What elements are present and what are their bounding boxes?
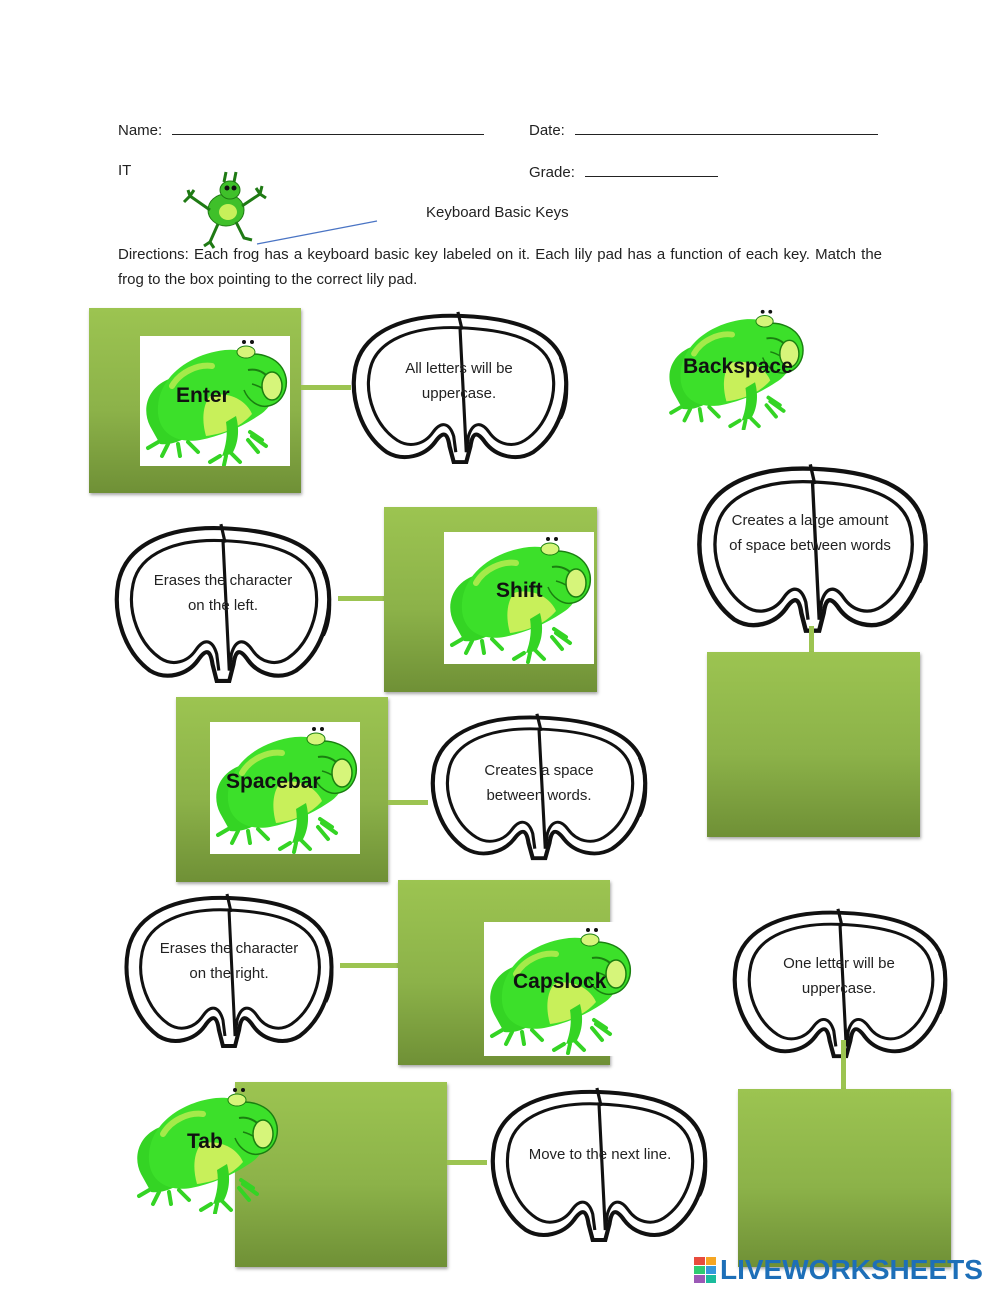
- liveworksheets-logo-icon: [694, 1257, 716, 1283]
- grade-label: Grade:: [529, 164, 575, 181]
- name-label: Name:: [118, 122, 163, 139]
- frog-tile-tab[interactable]: [131, 1082, 281, 1216]
- drop-box-empty-1[interactable]: [707, 652, 920, 837]
- liveworksheets-brand: [694, 1253, 994, 1287]
- connector-line: [338, 596, 384, 601]
- frog-key-label: Shift: [496, 579, 543, 602]
- lily-pad-text: Creates a space between words.: [484, 762, 594, 804]
- name-blank: [172, 120, 484, 135]
- connector-line: [301, 385, 351, 390]
- frog-card-enter[interactable]: [140, 336, 290, 466]
- frog-key-label: Tab: [187, 1130, 223, 1153]
- lily-pad-next-line: [484, 1084, 714, 1244]
- connector-line: [388, 800, 428, 805]
- date-blank: [575, 120, 878, 135]
- connector-line: [809, 626, 814, 654]
- lily-pad-uppercase-all: [345, 308, 575, 466]
- brand-name: LIVEWORKSHEETS: [720, 1254, 983, 1285]
- grade-blank: [585, 162, 718, 177]
- frog-card-shift[interactable]: [444, 532, 594, 664]
- date-label: Date:: [529, 122, 565, 139]
- page-title: Keyboard Basic Keys: [426, 204, 569, 221]
- date-field: [529, 120, 878, 139]
- drop-box-empty-2[interactable]: [738, 1089, 951, 1267]
- grade-field: [529, 162, 718, 181]
- lily-pad-space: [424, 710, 654, 862]
- directions-text: Directions: Each frog has a keyboard basic key labeled on it. Each lily pad has a function of each key. Match the frog to the box pointing to the correct lily pad.: [118, 246, 882, 288]
- lily-pad-text: Move to the next line.: [528, 1146, 672, 1163]
- connector-line: [340, 963, 398, 968]
- lily-pad-text: Erases the character on the right.: [159, 940, 299, 982]
- lily-pad-text: One letter will be uppercase.: [783, 955, 895, 997]
- lily-pad-one-upper: [726, 905, 954, 1060]
- lily-pad-erase-left: [108, 520, 338, 685]
- lily-pad-erase-right: [118, 890, 340, 1050]
- lily-pad-text: All letters will be uppercase.: [405, 360, 513, 402]
- subject-label: IT: [118, 162, 132, 179]
- connector-line: [841, 1040, 846, 1090]
- frog-card-spacebar[interactable]: [210, 722, 360, 854]
- frog-key-label: Capslock: [513, 970, 607, 993]
- frog-key-label: Backspace: [683, 355, 793, 378]
- connector-line: [447, 1160, 487, 1165]
- name-field: [118, 120, 484, 139]
- frog-tile-backspace[interactable]: [660, 306, 810, 430]
- frog-key-label: Spacebar: [226, 770, 321, 793]
- frog-card-capslock[interactable]: [484, 922, 634, 1056]
- frog-key-label: Enter: [176, 384, 230, 407]
- lily-pad-text: Erases the character on the left.: [153, 572, 293, 614]
- lily-pad-large-space: [690, 460, 935, 635]
- lily-pad-text: Creates a large amount of space between words: [729, 512, 891, 554]
